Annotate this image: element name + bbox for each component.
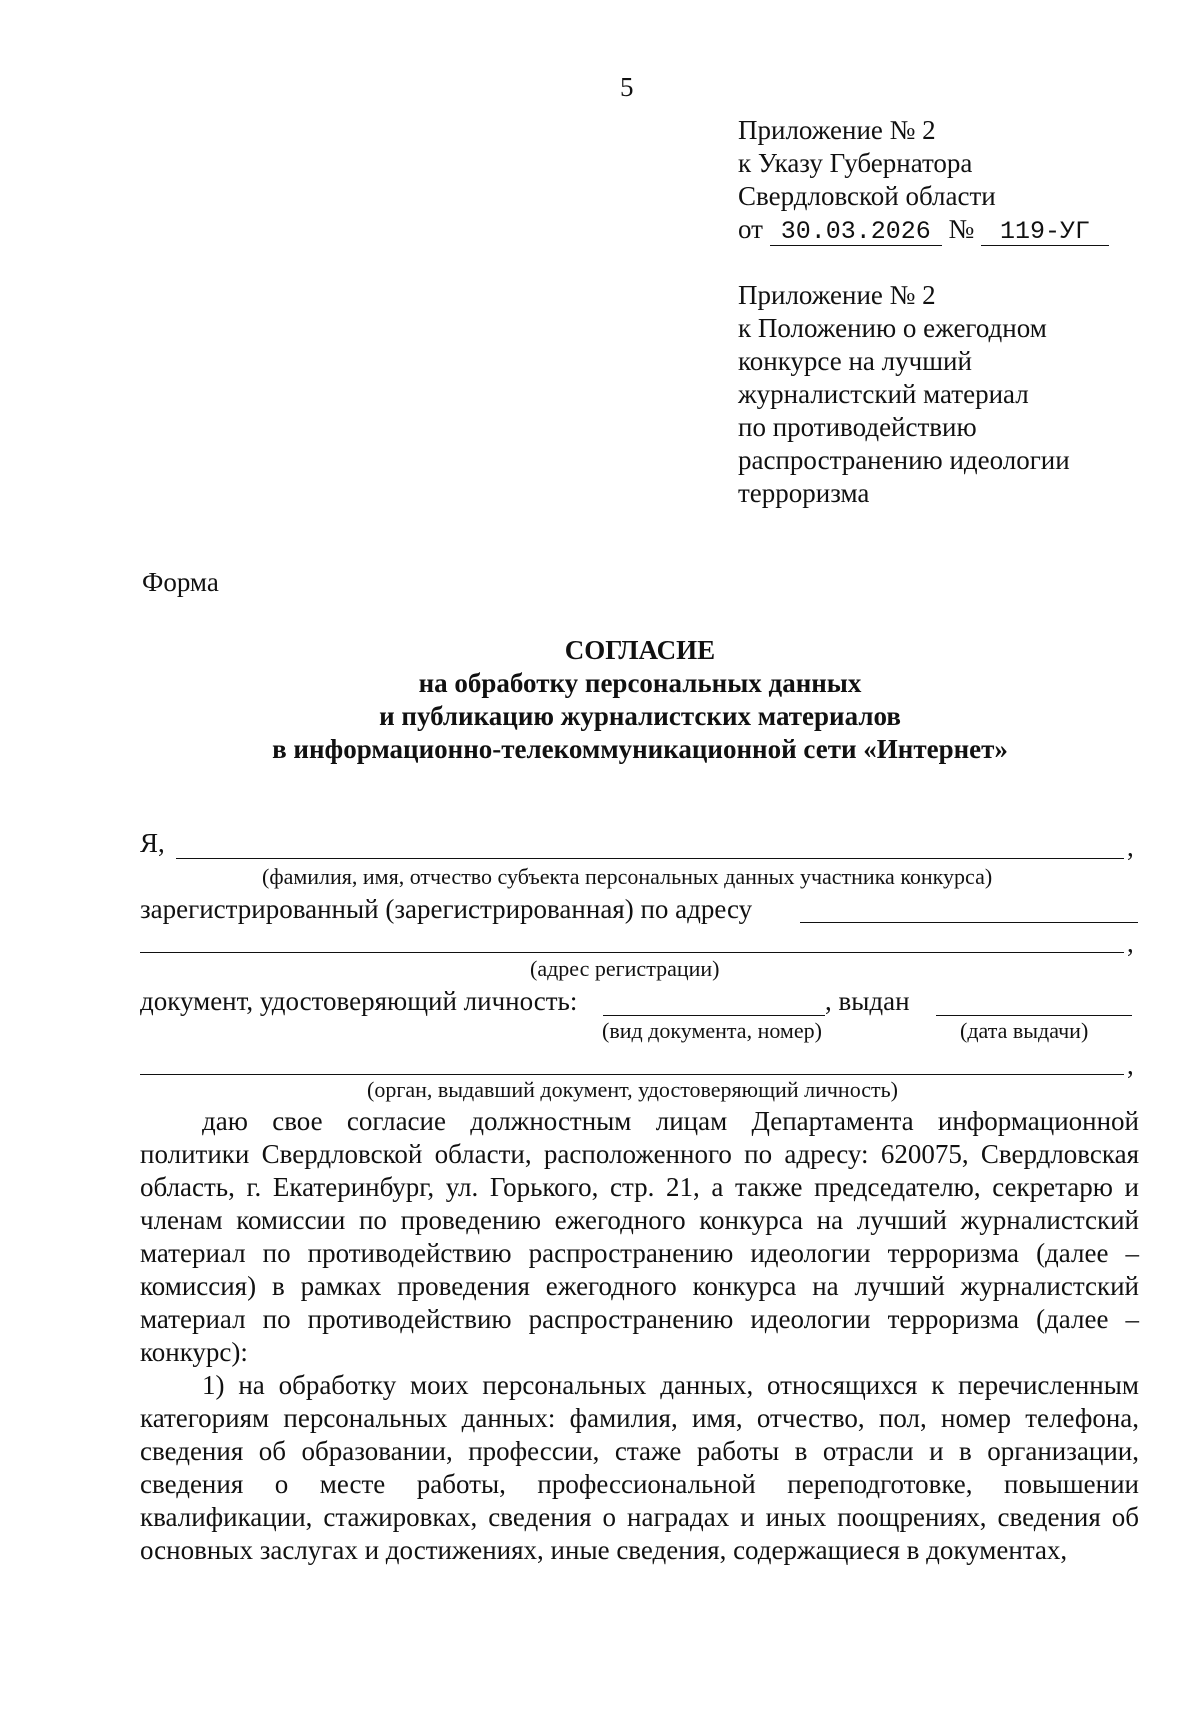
address-blank-line-2[interactable] [140,952,1124,953]
document-title [140,634,1140,766]
ya-label: Я, [140,828,165,858]
issuing-organ-caption: (орган, выдавший документ, удостоверяющий личность) [367,1077,898,1102]
issue-date-blank-line[interactable] [936,1015,1132,1016]
title-sub: на обработку персональных данных [418,668,862,698]
decree-number: 119-УГ [981,218,1109,246]
consent-paragraph: даю свое согласие должностным лицам Департамента информационной политики Свердловской области, расположенного по адресу: 620075, Свердловская область, г. Екатеринбург, ул. Горького, стр. 21, а также председателю, секретарю и членам комиссии по проведению ежегодного конкурса на лучший журналистский материал по противодействию распространению идеологии терроризма (далее – комиссия) в рамках проведения ежегодного конкурса на лучший журналистский материал по противодействию распространению идеологии терроризма (далее – конкурс): [140,1106,1139,1367]
address-caption: (адрес регистрации) [530,956,720,981]
document-label: документ, удостоверяющий личность: [140,986,578,1016]
annex-regulation-header [738,279,1070,510]
number-label: № [948,214,975,244]
annex-regulation-line: терроризма [738,478,870,508]
annex-regulation-line: к Положению о ежегодном [738,313,1047,343]
annex-decree-date-line [738,213,1109,246]
document-blank-line[interactable] [603,1015,825,1016]
consent-paragraph: 1) на обработку моих персональных данных, относящихся к перечисленным категориям персональных данных: фамилия, имя, отчество, пол, номер телефона, сведения об образовании, профессии, стаже работы в отрасли и в организации, сведения о месте работы, профессиональной переподготовке, повышении квалификации, стажировках, сведения о наградах и иных поощрениях, сведения об основных заслугах и достижениях, иные сведения, содержащиеся в документах, [140,1370,1139,1565]
document-caption: (вид документа, номер) [602,1018,822,1043]
annex-decree-header [738,114,1109,246]
address-blank-line[interactable] [800,922,1138,923]
annex-regulation-line: Приложение № 2 [738,280,936,310]
comma: , [1127,928,1134,958]
annex-decree-line: Приложение № 2 [738,115,936,145]
title-main: СОГЛАСИЕ [564,635,716,665]
decree-date: 30.03.2026 [770,218,942,246]
comma: , [1127,1050,1134,1080]
registered-label: зарегистрированный (зарегистрированная) по адресу [140,894,753,924]
issue-date-caption: (дата выдачи) [960,1018,1089,1043]
comma: , [1127,832,1134,862]
annex-regulation-line: конкурсе на лучший [738,346,972,376]
annex-decree-line: к Указу Губернатора [738,148,973,178]
title-sub: и публикацию журналистских материалов [379,701,901,731]
annex-regulation-line: по противодействию [738,412,977,442]
annex-regulation-line: распространению идеологии [738,445,1070,475]
form-label: Форма [142,567,219,597]
title-sub: в информационно-телекоммуникационной сети «Интернет» [272,734,1008,764]
from-label: от [738,214,763,244]
annex-decree-line: Свердловской области [738,181,996,211]
name-caption: (фамилия, имя, отчество субъекта персональных данных участника конкурса) [262,864,993,889]
name-blank-line[interactable] [176,858,1124,859]
consent-body [140,1105,1139,1567]
issuing-organ-blank-line[interactable] [140,1074,1124,1075]
annex-regulation-line: журналистский материал [738,379,1029,409]
issued-label: , выдан [825,986,910,1016]
page-number: 5 [620,72,634,102]
